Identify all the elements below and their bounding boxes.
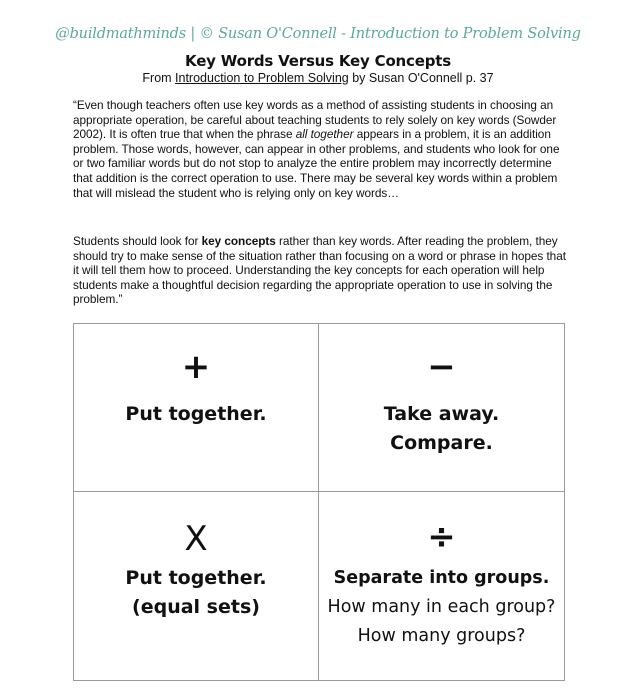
para2-text-a: Students should look for	[73, 234, 202, 248]
source-prefix: From	[142, 71, 176, 85]
subtraction-cell	[319, 324, 564, 492]
multiplication-cell	[74, 492, 319, 680]
plus-icon: +	[181, 347, 211, 387]
addition-line-1: Put together.	[125, 403, 267, 425]
division-line-1: Separate into groups.	[333, 568, 550, 588]
operations-grid	[73, 323, 565, 681]
multiplication-line-1: Put together.	[125, 567, 267, 589]
times-icon: X	[184, 519, 208, 559]
quote-paragraph-1	[73, 98, 573, 200]
division-concepts	[319, 564, 564, 651]
para1-text-a: “Even though teachers often use key words as a method of assisting students in choosing an appropriate operation, be careful about teaching students to rely solely on key words (Sowder 2002). It is often true that when the phrase	[73, 98, 557, 142]
para1-emphasis: all together	[295, 127, 354, 142]
division-line-2: How many in each group?	[327, 597, 556, 617]
source-citation	[0, 71, 636, 85]
minus-icon: −	[427, 347, 456, 387]
subtraction-concepts	[319, 400, 564, 458]
multiplication-line-2: (equal sets)	[132, 596, 260, 618]
para2-strong: key concepts	[201, 234, 276, 248]
quote-paragraph-2	[73, 234, 573, 307]
source-suffix: by Susan O'Connell p. 37	[348, 71, 494, 85]
subtraction-line-2: Compare.	[390, 432, 493, 454]
para1-text-b: appears in a problem, it is an addition problem. Those words, however, can appear in other problems, and students who look for one or two familiar words but do not stop to analyze the entire problem may incorrectly determine that addition is the correct operation to use. There may be several key words within a problem that will mislead the student who is relying only on key words…	[73, 127, 560, 200]
addition-cell	[74, 324, 319, 492]
multiplication-concepts	[74, 564, 318, 622]
page-title: Key Words Versus Key Concepts	[185, 52, 451, 70]
source-book-link: Introduction to Problem Solving	[175, 71, 349, 85]
division-cell	[319, 492, 564, 680]
para2-text-b: rather than key words. After reading the problem, they should try to make sense of the situation rather than focusing on a word or phrase in hopes that it will tell them how to proceed. Understanding the key concepts for each operation will help students make a thoughtful decision regarding the appropriate operation to use in solving the problem.”	[73, 234, 566, 307]
division-line-3: How many groups?	[357, 626, 526, 646]
divide-icon: ÷	[427, 517, 456, 557]
subtraction-line-1: Take away.	[383, 403, 500, 425]
addition-concepts	[74, 400, 318, 429]
credit-line: @buildmathminds | © Susan O'Connell - Introduction to Problem Solving	[55, 26, 581, 42]
